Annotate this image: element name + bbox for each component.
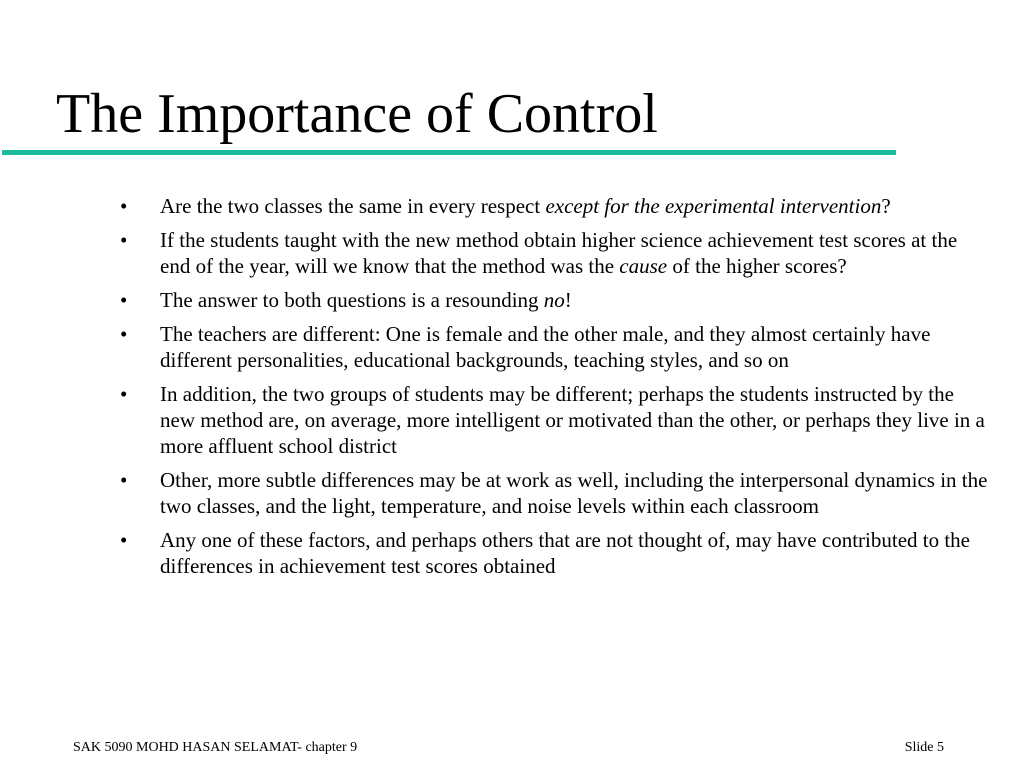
bullet-glyph: • — [120, 382, 128, 406]
bullet-item — [108, 467, 988, 519]
bullet-glyph: • — [120, 468, 128, 492]
bullet-text-end: ? — [881, 194, 891, 218]
bullet-glyph: • — [120, 194, 128, 218]
bullet-item — [108, 193, 988, 219]
bullet-item — [108, 287, 988, 313]
bullet-emphasis: cause — [619, 254, 668, 278]
title-underline — [2, 150, 896, 155]
bullet-text: The teachers are different: One is female and the other male, and they almost certainly have different personalities, educational backgrounds, teaching styles, and so on — [160, 322, 931, 372]
bullet-emphasis: except for the experimental intervention — [545, 194, 882, 218]
bullet-text: Any one of these factors, and perhaps others that are not thought of, may have contributed to the differences in achievement test scores obtained — [160, 528, 971, 578]
slide-title: The Importance of Control — [56, 83, 658, 145]
bullet-item — [108, 381, 988, 459]
footer-course-label: SAK 5090 MOHD HASAN SELAMAT- chapter 9 — [73, 740, 358, 755]
bullet-emphasis: no — [543, 288, 565, 312]
bullet-text: The answer to both questions is a resounding — [160, 288, 544, 312]
bullet-glyph: • — [120, 228, 128, 252]
bullet-text: Other, more subtle differences may be at work as well, including the interpersonal dynamics in the two classes, and the light, temperature, and noise levels within each classroom — [160, 468, 988, 518]
bullet-text: Are the two classes the same in every respect — [160, 194, 546, 218]
bullet-text: If the students taught with the new method obtain higher science achievement test scores at the end of the year, will we know that the method was the — [160, 228, 958, 278]
footer-slide-number: Slide 5 — [904, 740, 944, 755]
bullet-text-end: ! — [564, 288, 572, 312]
bullet-item — [108, 227, 988, 279]
bullet-glyph: • — [120, 288, 128, 312]
bullet-text: In addition, the two groups of students may be different; perhaps the students instructed by the new method are, on average, more intelligent or motivated than the other, or perhaps they live in a more affluent school district — [160, 382, 985, 458]
bullet-glyph: • — [120, 528, 128, 552]
bullet-item — [108, 527, 988, 579]
bullet-text-end: of the higher scores? — [667, 254, 847, 278]
bullet-item — [108, 321, 988, 373]
bullet-list — [108, 193, 988, 587]
bullet-glyph: • — [120, 322, 128, 346]
